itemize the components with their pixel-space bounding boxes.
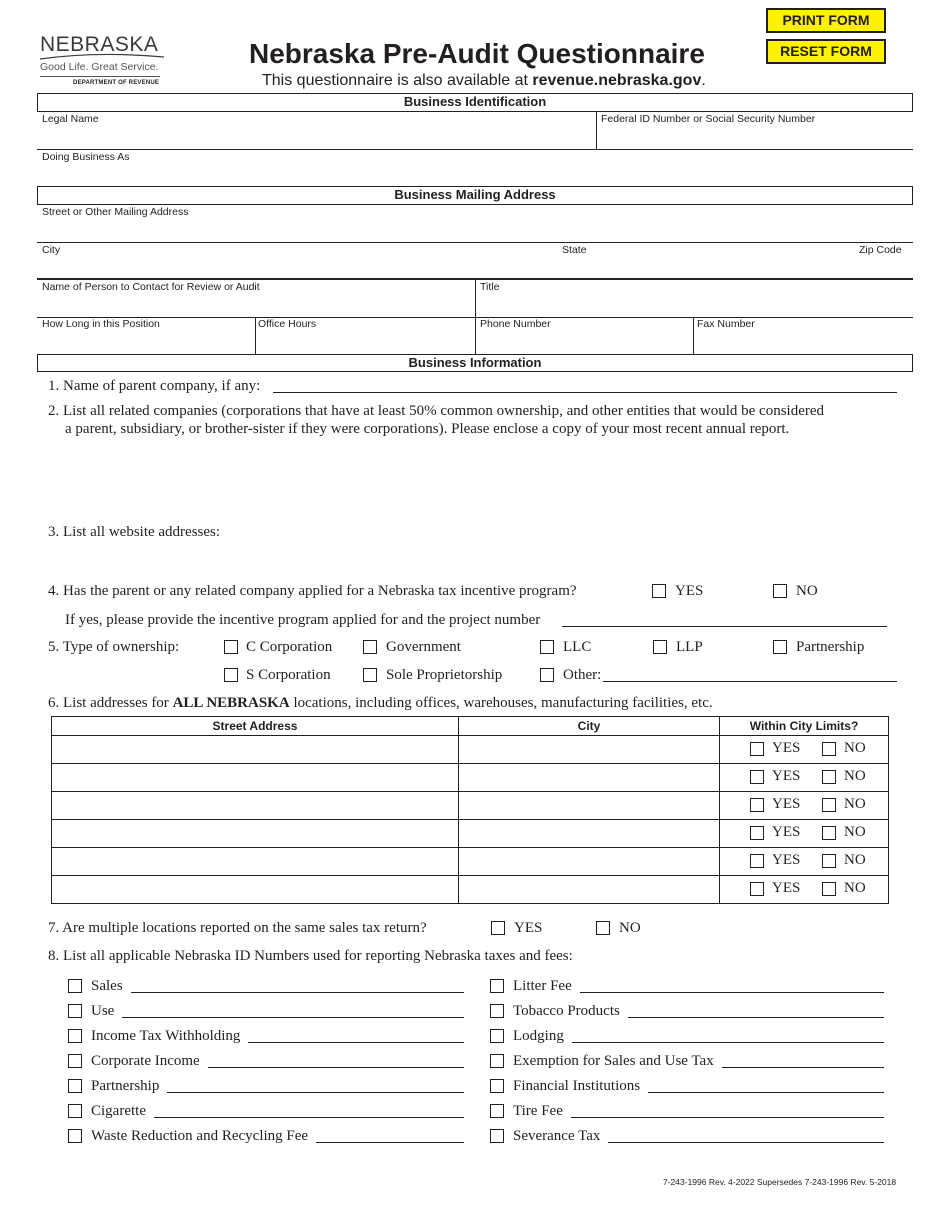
city-limits-header: Within City Limits? (720, 717, 889, 736)
dba-label: Doing Business As (42, 151, 130, 163)
sole-prop-checkbox[interactable] (363, 668, 377, 682)
tax-id-checkbox[interactable] (490, 1029, 504, 1043)
q7-yes-checkbox[interactable] (491, 921, 505, 935)
s-corp-label: S Corporation (246, 667, 331, 683)
contact-name-input[interactable] (38, 293, 472, 315)
city-label: City (42, 244, 61, 256)
office-hours-label: Office Hours (258, 318, 317, 330)
field-divider (693, 317, 694, 354)
city-limits-cell (720, 848, 889, 876)
city-limits-yes-checkbox[interactable] (750, 854, 764, 868)
street-address-cell[interactable] (52, 736, 459, 764)
city-limits-yes-checkbox[interactable] (750, 882, 764, 896)
government-label: Government (386, 639, 461, 655)
phone-input[interactable] (478, 330, 690, 352)
tax-id-checkbox[interactable] (68, 1104, 82, 1118)
city-cell[interactable] (459, 764, 720, 792)
legal-name-label: Legal Name (42, 113, 99, 125)
city-limits-no-checkbox[interactable] (822, 798, 836, 812)
field-rule (37, 242, 913, 243)
city-limits-cell (720, 876, 889, 904)
tax-id-label: Income Tax Withholding (91, 1028, 241, 1044)
city-limits-yes-label: YES (772, 740, 801, 756)
tax-id-checkbox[interactable] (68, 1054, 82, 1068)
c-corp-checkbox[interactable] (224, 640, 238, 654)
tax-id-checkbox[interactable] (68, 1004, 82, 1018)
q6-prefix: 6. List addresses for (48, 695, 173, 711)
business-identification-heading: Business Identification (37, 93, 913, 112)
related-companies-input[interactable] (65, 442, 895, 517)
tax-id-number-input[interactable] (316, 1128, 464, 1143)
q4-no-checkbox[interactable] (773, 584, 787, 598)
tax-id-number-input[interactable] (608, 1128, 884, 1143)
state-input[interactable] (545, 256, 665, 276)
street-input[interactable] (38, 218, 912, 240)
city-limits-no-label: NO (844, 768, 866, 784)
tax-id-checkbox[interactable] (490, 1054, 504, 1068)
tax-id-number-input[interactable] (648, 1078, 884, 1093)
tax-id-checkbox[interactable] (490, 1004, 504, 1018)
subtitle-prefix: This questionnaire is also available at (262, 72, 533, 89)
mailing-address-heading: Business Mailing Address (37, 186, 913, 205)
city-limits-no-checkbox[interactable] (822, 826, 836, 840)
street-address-header: Street Address (52, 717, 459, 736)
other-ownership-input[interactable] (603, 667, 897, 682)
tax-id-number-input[interactable] (208, 1053, 464, 1068)
fax-label: Fax Number (697, 318, 755, 330)
dba-input[interactable] (38, 163, 912, 185)
tax-id-label: Financial Institutions (513, 1078, 641, 1094)
how-long-label: How Long in this Position (42, 318, 160, 330)
parent-company-input[interactable] (273, 378, 897, 393)
city-limits-no-label: NO (844, 880, 866, 896)
tax-id-number-input[interactable] (154, 1103, 464, 1118)
incentive-program-input[interactable] (562, 612, 887, 627)
city-limits-yes-label: YES (772, 824, 801, 840)
tax-id-checkbox[interactable] (68, 1079, 82, 1093)
city-input[interactable] (38, 256, 538, 276)
q4-no-label: NO (796, 583, 818, 599)
tax-id-label: Litter Fee (513, 978, 572, 994)
tax-id-number-input[interactable] (167, 1078, 464, 1093)
q4-followup: If yes, please provide the incentive program applied for and the project number (65, 612, 541, 628)
city-limits-no-label: NO (844, 852, 866, 868)
tax-id-label: Corporate Income (91, 1053, 200, 1069)
state-label: State (562, 244, 587, 256)
tax-id-label: Sales (91, 978, 123, 994)
street-address-cell[interactable] (52, 792, 459, 820)
table-row (52, 820, 889, 848)
street-address-cell[interactable] (52, 848, 459, 876)
zip-input[interactable] (780, 256, 910, 276)
c-corp-label: C Corporation (246, 639, 333, 655)
city-cell[interactable] (459, 736, 720, 764)
tax-id-checkbox[interactable] (490, 979, 504, 993)
q6-locations (48, 695, 713, 712)
partnership-checkbox[interactable] (773, 640, 787, 654)
city-limits-yes-checkbox[interactable] (750, 798, 764, 812)
contact-name-label: Name of Person to Contact for Review or Audit (42, 281, 260, 293)
tax-id-label: Severance Tax (513, 1128, 601, 1144)
q7-multiple-locations: 7. Are multiple locations reported on the same sales tax return? (48, 920, 427, 936)
q7-no-checkbox[interactable] (596, 921, 610, 935)
city-limits-cell (720, 764, 889, 792)
q5-ownership: 5. Type of ownership: (48, 639, 180, 655)
tax-id-number-input[interactable] (722, 1053, 884, 1068)
tax-id-checkbox[interactable] (490, 1079, 504, 1093)
city-header: City (459, 717, 720, 736)
field-rule (37, 149, 913, 150)
city-cell[interactable] (459, 848, 720, 876)
subtitle-suffix: . (701, 72, 706, 89)
table-header-row (52, 717, 889, 736)
llc-checkbox[interactable] (540, 640, 554, 654)
city-limits-no-checkbox[interactable] (822, 882, 836, 896)
logo-divider (40, 76, 160, 77)
tax-id-label: Tire Fee (513, 1103, 563, 1119)
city-cell[interactable] (459, 792, 720, 820)
how-long-input[interactable] (38, 330, 252, 352)
city-limits-cell (720, 736, 889, 764)
fax-input[interactable] (696, 330, 911, 352)
tax-id-checkbox[interactable] (68, 979, 82, 993)
tax-id-number-input[interactable] (572, 1028, 884, 1043)
tax-id-label: Use (91, 1003, 115, 1019)
other-label: Other: (563, 667, 602, 683)
q8-tax-ids: 8. List all applicable Nebraska ID Numbers used for reporting Nebraska taxes and fees: (48, 948, 573, 964)
city-limits-yes-label: YES (772, 852, 801, 868)
tax-id-number-input[interactable] (122, 1003, 464, 1018)
city-limits-no-label: NO (844, 740, 866, 756)
tax-id-label: Tobacco Products (513, 1003, 620, 1019)
q4-yes-checkbox[interactable] (652, 584, 666, 598)
q2-line2: a parent, subsidiary, or brother-sister if they were corporations). Please enclose a copy of your most recent annual report. (65, 421, 790, 437)
tax-id-checkbox[interactable] (490, 1104, 504, 1118)
other-checkbox[interactable] (540, 668, 554, 682)
tax-id-number-input[interactable] (580, 978, 884, 993)
table-row (52, 764, 889, 792)
tax-id-checkbox[interactable] (68, 1029, 82, 1043)
city-limits-yes-checkbox[interactable] (750, 770, 764, 784)
city-limits-yes-label: YES (772, 880, 801, 896)
tax-id-checkbox[interactable] (490, 1129, 504, 1143)
government-checkbox[interactable] (363, 640, 377, 654)
table-row (52, 736, 889, 764)
city-limits-no-label: NO (844, 796, 866, 812)
contact-title-input[interactable] (478, 293, 911, 315)
table-row (52, 792, 889, 820)
city-limits-yes-label: YES (772, 768, 801, 784)
tax-id-number-input[interactable] (628, 1003, 884, 1018)
llp-label: LLP (676, 639, 703, 655)
street-label: Street or Other Mailing Address (42, 206, 189, 218)
tax-id-checkbox[interactable] (68, 1129, 82, 1143)
locations-table (51, 716, 889, 904)
city-limits-no-checkbox[interactable] (822, 854, 836, 868)
field-rule (37, 317, 913, 318)
city-cell[interactable] (459, 820, 720, 848)
page-title: Nebraska Pre-Audit Questionnaire (249, 38, 705, 69)
city-limits-no-checkbox[interactable] (822, 770, 836, 784)
street-address-cell[interactable] (52, 820, 459, 848)
city-limits-yes-checkbox[interactable] (750, 826, 764, 840)
logo-wordmark: NEBRASKA (40, 33, 159, 56)
contact-title-label: Title (480, 281, 500, 293)
tax-id-label: Exemption for Sales and Use Tax (513, 1053, 714, 1069)
sole-prop-label: Sole Proprietorship (386, 667, 503, 683)
city-limits-no-label: NO (844, 824, 866, 840)
city-limits-no-checkbox[interactable] (822, 742, 836, 756)
q3-websites: 3. List all website addresses: (48, 524, 221, 540)
tax-id-label: Lodging (513, 1028, 564, 1044)
tax-id-number-input[interactable] (571, 1103, 884, 1118)
field-divider (596, 111, 597, 149)
legal-name-input[interactable] (38, 124, 594, 148)
zip-label: Zip Code (859, 244, 902, 256)
llp-checkbox[interactable] (653, 640, 667, 654)
phone-label: Phone Number (480, 318, 551, 330)
q4-yes-label: YES (675, 583, 704, 599)
street-address-cell[interactable] (52, 876, 459, 904)
city-cell[interactable] (459, 876, 720, 904)
federal-id-input[interactable] (598, 124, 912, 148)
tax-id-label: Partnership (91, 1078, 160, 1094)
city-limits-yes-label: YES (772, 796, 801, 812)
tax-id-label: Cigarette (91, 1103, 146, 1119)
office-hours-input[interactable] (258, 330, 472, 352)
partnership-label: Partnership (796, 639, 865, 655)
tax-id-label: Waste Reduction and Recycling Fee (91, 1128, 309, 1144)
tax-id-number-input[interactable] (248, 1028, 464, 1043)
city-limits-yes-checkbox[interactable] (750, 742, 764, 756)
logo-tagline: Good Life. Great Service. (40, 61, 159, 73)
reset-form-button[interactable]: RESET FORM (766, 39, 886, 64)
print-form-button[interactable]: PRINT FORM (766, 8, 886, 33)
page-subtitle (262, 72, 706, 90)
city-limits-cell (720, 820, 889, 848)
q7-yes-label: YES (514, 920, 543, 936)
federal-id-label: Federal ID Number or Social Security Number (601, 113, 816, 125)
logo-department: DEPARTMENT OF REVENUE (73, 80, 160, 86)
business-information-heading: Business Information (37, 354, 913, 372)
q4-incentive: 4. Has the parent or any related company applied for a Nebraska tax incentive program? (48, 583, 577, 599)
llc-label: LLC (563, 639, 592, 655)
q6-suffix: locations, including offices, warehouses, manufacturing facilities, etc. (289, 695, 713, 711)
tax-id-number-input[interactable] (131, 978, 464, 993)
field-divider (255, 317, 256, 354)
q2-line1: 2. List all related companies (corporations that have at least 50% common ownership, and other entities that would be considered (48, 403, 825, 419)
subtitle-url[interactable]: revenue.nebraska.gov (532, 72, 702, 89)
table-row (52, 848, 889, 876)
table-row (52, 876, 889, 904)
q7-no-label: NO (619, 920, 641, 936)
websites-input[interactable] (235, 522, 895, 572)
q6-bold: ALL NEBRASKA (172, 695, 290, 711)
street-address-cell[interactable] (52, 764, 459, 792)
city-limits-cell (720, 792, 889, 820)
q1-parent-company: 1. Name of parent company, if any: (48, 378, 261, 394)
s-corp-checkbox[interactable] (224, 668, 238, 682)
form-number: 7-243-1996 Rev. 4-2022 Supersedes 7-243-1996 Rev. 5-2018 (663, 1177, 897, 1187)
